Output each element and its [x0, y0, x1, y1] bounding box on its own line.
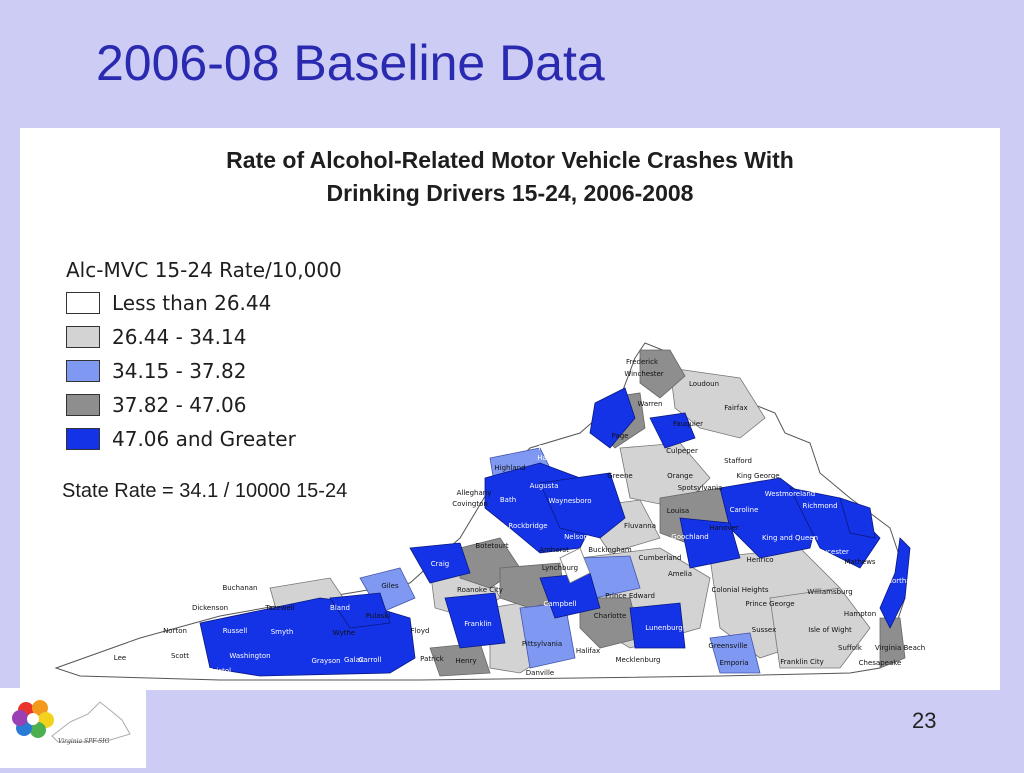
- county-label: Richmond: [802, 502, 838, 510]
- legend-label: Less than 26.44: [112, 291, 272, 315]
- county-label: Bland: [330, 604, 350, 612]
- map-title-line-1: Rate of Alcohol-Related Motor Vehicle Crashes With: [226, 147, 794, 173]
- county-label: Rockbridge: [508, 522, 548, 530]
- county-label: Russell: [222, 627, 248, 635]
- legend-label: 34.15 - 37.82: [112, 359, 247, 383]
- county-label: Isle of Wight: [808, 626, 852, 634]
- county-label: Galax: [343, 656, 365, 664]
- county-label: Sussex: [751, 626, 777, 634]
- county-label: Craig: [430, 560, 450, 568]
- county-label: Scott: [170, 652, 190, 660]
- logo-caption: Virginia SPF-SIG: [58, 738, 110, 745]
- map-title-line-2: Drinking Drivers 15-24, 2006-2008: [326, 180, 694, 206]
- county-label: Spotsylvania: [677, 484, 723, 492]
- legend-label: 37.82 - 47.06: [112, 393, 247, 417]
- county-label: Page: [611, 432, 629, 440]
- county-label: Smyth: [270, 628, 294, 636]
- county-label: Warren: [637, 400, 663, 408]
- page-number: 23: [912, 708, 937, 733]
- logo-box: [0, 688, 146, 768]
- legend-swatch: [66, 428, 100, 450]
- legend-title: Alc-MVC 15-24 Rate/10,000: [66, 258, 342, 282]
- county-label: Wythe: [332, 629, 356, 637]
- legend-swatch: [66, 394, 100, 416]
- legend-swatch: [66, 360, 100, 382]
- legend-label: 47.06 and Greater: [112, 427, 296, 451]
- county-label: Norton: [163, 627, 187, 635]
- county-label: Prince Edward: [605, 592, 655, 600]
- county-label: Westmoreland: [764, 490, 816, 498]
- county-label: Danville: [525, 669, 555, 677]
- county-label: Fairfax: [724, 404, 748, 412]
- county-label: Fauquier: [672, 420, 704, 428]
- county-label: Augusta: [529, 482, 559, 490]
- county-label: Caroline: [729, 506, 759, 514]
- map-title: [20, 144, 1000, 210]
- county-label: Henrico: [746, 556, 774, 564]
- county-label: Pittsylvania: [521, 640, 563, 648]
- county-label: Tazewell: [265, 604, 295, 612]
- county-label: Amherst: [539, 546, 569, 554]
- county-label: Cumberland: [638, 554, 682, 562]
- county-label: Greene: [607, 472, 633, 480]
- county-label: Nelson: [564, 533, 588, 541]
- county-label: Washington: [229, 652, 271, 660]
- county-label: Suffolk: [838, 644, 862, 652]
- county-label: Mathews: [844, 558, 876, 566]
- county-label: Lynchburg: [541, 564, 579, 572]
- map-legend: [66, 258, 342, 456]
- legend-item: [66, 320, 342, 354]
- county-label: Giles: [381, 582, 399, 590]
- county-label: Greensville: [708, 642, 748, 650]
- legend-swatch: [66, 292, 100, 314]
- county-label: Lunenburg: [645, 624, 683, 632]
- county-label: Northampton: [886, 577, 934, 585]
- county-label: Franklin City: [780, 658, 824, 666]
- county-label: Chesapeake: [858, 659, 902, 667]
- county-label: Henry: [455, 657, 477, 665]
- county-label: Amelia: [667, 570, 693, 578]
- county-label: Covington: [452, 500, 488, 508]
- county-label: Winchester: [624, 370, 664, 378]
- county-label: Hampton: [843, 610, 877, 618]
- county-label: Rockingham: [538, 444, 582, 452]
- county-label: Franklin: [464, 620, 492, 628]
- county-label: Campbell: [543, 600, 577, 608]
- county-label: Harrisonburg: [537, 454, 583, 462]
- county-label: Roanoke City: [457, 586, 503, 594]
- county-label: Goochland: [671, 533, 709, 541]
- county-label: King and Queen: [761, 534, 819, 542]
- county-label: Hanover: [709, 524, 739, 532]
- county-label: Bristol: [208, 667, 232, 675]
- county-label: Bath: [499, 496, 517, 504]
- map-panel: [20, 128, 1000, 690]
- legend-item: [66, 422, 342, 456]
- county-label: Lee: [113, 654, 127, 662]
- county-label: Louisa: [666, 507, 690, 515]
- legend-item: [66, 388, 342, 422]
- county-label: Carroll: [358, 656, 382, 664]
- colorful-flower-logo-icon: [0, 688, 146, 768]
- county-label: Pulaski: [365, 612, 391, 620]
- legend-label: 26.44 - 34.14: [112, 325, 247, 349]
- county-label: Accomack: [922, 519, 958, 527]
- county-label: Stafford: [724, 457, 752, 465]
- county-label: Culpeper: [666, 447, 698, 455]
- county-label: Williamsburg: [807, 588, 853, 596]
- county-label: Patrick: [420, 655, 444, 663]
- county-label: Buchanan: [222, 584, 258, 592]
- county-label: Virginia Beach: [874, 644, 926, 652]
- county-label: Gloucester: [811, 548, 849, 556]
- county-label: Fluvanna: [623, 522, 657, 530]
- legend-item: [66, 286, 342, 320]
- county-label: Frederick: [625, 358, 659, 366]
- slide-title: 2006-08 Baseline Data: [96, 35, 605, 91]
- county-label: Waynesboro: [548, 497, 592, 505]
- county-label: Orange: [667, 472, 693, 480]
- legend-item: [66, 354, 342, 388]
- county-label: Prince George: [745, 600, 795, 608]
- county-label: Loudoun: [688, 380, 720, 388]
- county-label: Emporia: [719, 659, 749, 667]
- county-label: Dickenson: [191, 604, 229, 612]
- county-label: King George: [736, 472, 780, 480]
- county-label: Charlotte: [593, 612, 627, 620]
- county-label: Mecklenburg: [615, 656, 661, 664]
- legend-swatch: [66, 326, 100, 348]
- state-rate-note: State Rate = 34.1 / 10000 15-24: [62, 480, 348, 502]
- county-label: Grayson: [311, 657, 341, 665]
- county-label: Halifax: [575, 647, 601, 655]
- county-label: Botetourt: [475, 542, 509, 550]
- county-label: Alleghany: [456, 489, 492, 497]
- county-label: Floyd: [410, 627, 430, 635]
- county-label: Highland: [494, 464, 526, 472]
- county-label: Colonial Heights: [711, 586, 769, 594]
- county-label: Buckingham: [588, 546, 632, 554]
